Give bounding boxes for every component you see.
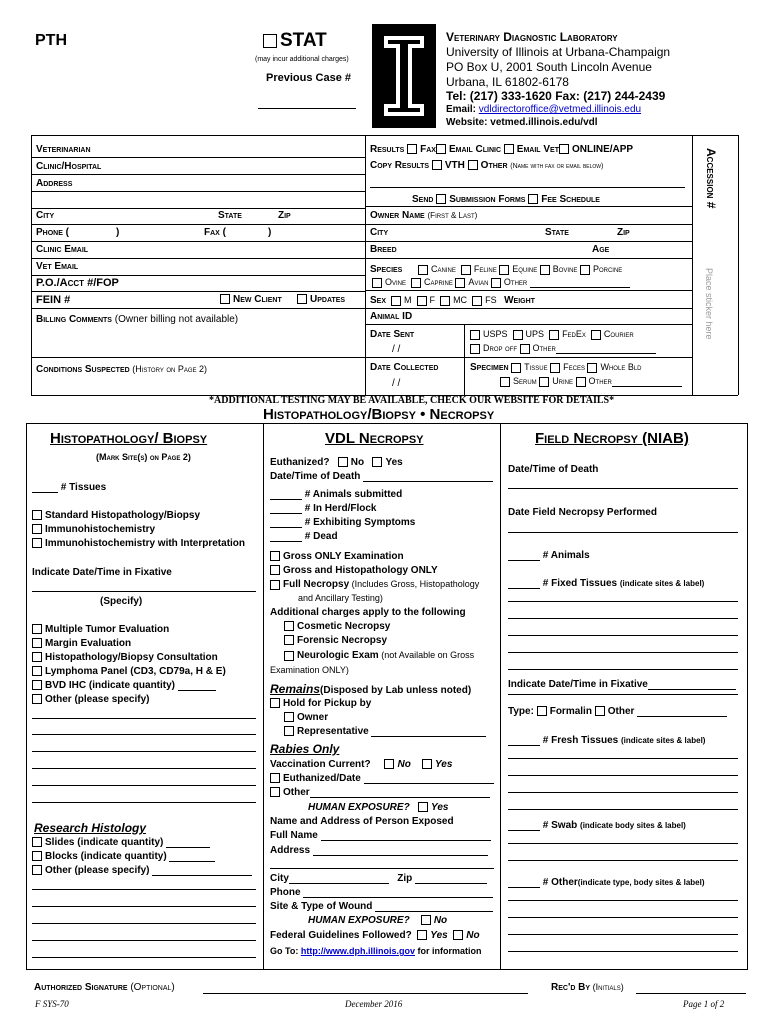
margin-eval-checkbox[interactable]: Margin Evaluation xyxy=(32,638,131,649)
clinic-label: Clinic/Hospital xyxy=(36,161,102,172)
sex-m-checkbox[interactable] xyxy=(391,296,401,306)
slides-checkbox[interactable]: Slides (indicate quantity) xyxy=(32,837,210,848)
federal-row: Federal Guidelines Followed? Yes No xyxy=(270,930,480,941)
swab-field[interactable]: # Swab (indicate body sites & label) xyxy=(508,820,686,831)
date-sent-slashes: / / xyxy=(392,344,401,355)
sex-row: Sex M F MC FS Weight xyxy=(370,295,535,306)
col1-fixative-label: Indicate Date/Time in Fixative xyxy=(32,567,172,578)
breed-label: Breed xyxy=(370,244,397,255)
animals-submitted-field[interactable]: # Animals submitted xyxy=(270,489,402,500)
veterinarian-label: Veterinarian xyxy=(36,144,91,155)
species-other-checkbox[interactable] xyxy=(491,278,501,288)
research-histology-title: Research Histology xyxy=(34,821,147,835)
ship-row-1: USPS UPS FedEx Courier xyxy=(470,329,634,340)
full-necropsy-checkbox[interactable]: Full Necropsy (Includes Gross, Histopathology xyxy=(270,579,479,590)
dead-field[interactable]: # Dead xyxy=(270,531,338,542)
equine-checkbox[interactable] xyxy=(499,265,509,275)
forensic-checkbox[interactable]: Forensic Necropsy xyxy=(284,635,387,646)
lab-name: Veterinary Diagnostic Laboratory xyxy=(446,30,618,44)
phone-fax: Tel: (217) 333-1620 Fax: (217) 244-2439 xyxy=(446,89,666,103)
results-row: Results Fax Email Clinic Email Vet ONLINE/APP xyxy=(370,144,634,155)
col3-animals-field[interactable]: # Animals xyxy=(508,550,590,561)
ihc-checkbox[interactable]: Immunohistochemistry xyxy=(32,524,155,535)
specimen-row-1: Specimen Tissue Feces Whole Bld xyxy=(470,362,642,373)
conditions-suspected: Conditions Suspected (History on Page 2) xyxy=(36,364,207,375)
federal-yes-checkbox[interactable] xyxy=(417,930,427,940)
results-online-checkbox[interactable] xyxy=(559,144,569,154)
euth-date-checkbox[interactable]: Euthanized/Date xyxy=(270,773,494,784)
hold-pickup-checkbox[interactable]: Hold for Pickup by xyxy=(270,698,371,709)
form-date: December 2016 xyxy=(345,999,403,1009)
date-field-necropsy: Date Field Necropsy Performed xyxy=(508,507,657,518)
vacc-yes-checkbox[interactable] xyxy=(422,759,432,769)
copy-results-row: Copy Results VTH Other (Name with fax or email below) xyxy=(370,160,604,171)
sticker-placeholder: Place sticker here xyxy=(704,268,714,340)
col3-date-death: Date/Time of Death xyxy=(508,464,599,475)
porcine-checkbox[interactable] xyxy=(580,265,590,275)
full-name-field[interactable]: Full Name xyxy=(270,830,491,841)
university: University of Illinois at Urbana-Champaign xyxy=(446,45,671,59)
col3-fixative-field[interactable]: Indicate Date/Time in Fixative xyxy=(508,679,736,690)
owner-name-label: Owner Name (First & Last) xyxy=(370,210,478,221)
phone-label: Phone ( xyxy=(36,227,70,238)
representative-checkbox[interactable]: Representative xyxy=(284,726,486,737)
phone-paren: ) xyxy=(116,227,120,238)
courier-checkbox[interactable] xyxy=(591,330,601,340)
euth-yes-checkbox[interactable] xyxy=(372,457,382,467)
specify-label: (Specify) xyxy=(100,596,143,607)
billing-comments: Billing Comments (Owner billing not available) xyxy=(36,314,239,325)
wound-field[interactable]: Site & Type of Wound xyxy=(270,901,493,912)
histopathology-title: Histopathology/ Biopsy xyxy=(50,430,208,447)
col2-date-death: Date/Time of Death xyxy=(270,471,493,482)
email-link[interactable]: vdldirectoroffice@vetmed.illinois.edu xyxy=(478,104,642,115)
owner-city-label: City xyxy=(370,227,389,238)
ship-other-checkbox[interactable] xyxy=(520,344,530,354)
state-label: State xyxy=(218,210,242,221)
stat-note: (may incur additional charges) xyxy=(255,56,349,63)
section-title: Histopathology/Biopsy • Necropsy xyxy=(263,406,495,423)
accession-label: Accession # xyxy=(704,148,718,209)
remains-row: Remains(Disposed by Lab unless noted) xyxy=(270,682,472,696)
owner-zip-label: Zip xyxy=(617,227,630,238)
feces-checkbox[interactable] xyxy=(550,363,560,373)
submission-forms-checkbox[interactable] xyxy=(436,194,446,204)
research-other-checkbox[interactable]: Other (please specify) xyxy=(32,865,252,876)
ihc-interp-checkbox[interactable]: Immunohistochemistry with Interpretation xyxy=(32,538,245,549)
email-line: Email: vdldirectoroffice@vetmed.illinois.edu xyxy=(446,104,642,115)
gross-only-checkbox[interactable]: Gross ONLY Examination xyxy=(270,551,404,562)
full-necropsy-note: and Ancillary Testing) xyxy=(298,593,383,603)
species-row-2: Ovine Caprine Avian Other xyxy=(372,277,630,288)
avian-checkbox[interactable] xyxy=(455,278,465,288)
results-email-clinic-checkbox[interactable] xyxy=(436,144,446,154)
field-necropsy-title: Field Necropsy (NIAB) xyxy=(535,430,689,447)
lymphoma-checkbox[interactable]: Lymphoma Panel (CD3, CD79a, H & E) xyxy=(32,666,226,677)
stat-checkbox[interactable]: STAT xyxy=(263,30,327,52)
neuro-note: Examination ONLY) xyxy=(270,665,349,675)
specimen-row-2: Serum Urine Other xyxy=(500,376,682,387)
owner-checkbox[interactable]: Owner xyxy=(284,712,328,723)
animal-id-label: Animal ID xyxy=(370,311,413,322)
city-label: City xyxy=(36,210,55,221)
po-label: P.O./Acct #/FOP xyxy=(36,277,119,289)
date-collected-slashes: / / xyxy=(392,378,401,389)
results-fax-checkbox[interactable] xyxy=(407,144,417,154)
other-tissue-field[interactable]: # Other(indicate type, body sites & label) xyxy=(508,877,705,888)
date-collected-label: Date Collected xyxy=(370,362,439,373)
euth-no-checkbox[interactable] xyxy=(338,457,348,467)
address-field[interactable]: Address xyxy=(270,845,488,856)
bvd-ihc-checkbox[interactable]: BVD IHC (indicate quantity) xyxy=(32,680,216,691)
copy-other-checkbox[interactable] xyxy=(468,160,478,170)
sex-mc-checkbox[interactable] xyxy=(440,296,450,306)
zip-label: Zip xyxy=(278,210,291,221)
new-client-checkbox[interactable]: New Client xyxy=(220,294,282,305)
fedex-checkbox[interactable] xyxy=(549,330,559,340)
drop-off-checkbox[interactable] xyxy=(470,344,480,354)
date-sent-label: Date Sent xyxy=(370,329,415,340)
fixative-type-row: Type: Formalin Other xyxy=(508,706,727,717)
vaccination-row: Vaccination Current? No Yes xyxy=(270,759,453,770)
form-code: PTH xyxy=(35,32,67,49)
illinois-logo-icon xyxy=(372,24,436,128)
urine-checkbox[interactable] xyxy=(539,377,549,387)
gross-histo-checkbox[interactable]: Gross and Histopathology ONLY xyxy=(270,565,438,576)
dph-link[interactable]: http://www.dph.illinois.gov xyxy=(300,946,415,956)
species-label: Species xyxy=(370,264,403,275)
usps-checkbox[interactable] xyxy=(470,330,480,340)
vacc-no-checkbox[interactable] xyxy=(384,759,394,769)
human-exposure-2: HUMAN EXPOSURE? No xyxy=(308,915,448,926)
species-row-1: Canine Feline Equine Bovine Porcine xyxy=(418,264,622,275)
ovine-checkbox[interactable] xyxy=(372,278,382,288)
rabies-phone-field[interactable]: Phone xyxy=(270,887,493,898)
sex-f-checkbox[interactable] xyxy=(417,296,427,306)
fixed-tissues-field[interactable]: # Fixed Tissues (indicate sites & label) xyxy=(508,578,704,589)
age-label: Age xyxy=(592,244,610,255)
tissue-checkbox[interactable] xyxy=(511,363,521,373)
fein-label: FEIN # xyxy=(36,294,71,306)
fax-label: Fax ( xyxy=(204,227,226,238)
page-number: Page 1 of 2 xyxy=(683,999,725,1009)
serum-checkbox[interactable] xyxy=(500,377,510,387)
fax-paren: ) xyxy=(268,227,272,238)
form-code-footer: F SYS-70 xyxy=(35,999,69,1009)
specimen-other-checkbox[interactable] xyxy=(576,377,586,387)
signature-label: Authorized Signature (Optional) xyxy=(34,982,175,993)
exposure-no-checkbox[interactable] xyxy=(421,915,431,925)
multiple-tumor-checkbox[interactable]: Multiple Tumor Evaluation xyxy=(32,624,169,635)
neuro-checkbox[interactable]: Neurologic Exam (not Available on Gross xyxy=(284,650,474,661)
tissues-field[interactable]: # Tissues xyxy=(32,482,106,493)
name-address-label: Name and Address of Person Exposed xyxy=(270,816,454,827)
rabies-other-checkbox[interactable]: Other xyxy=(270,787,490,798)
additional-charges: Additional charges apply to the following xyxy=(270,607,466,618)
stat-box[interactable] xyxy=(263,34,277,48)
goto-row: Go To: http://www.dph.illinois.gov for information xyxy=(270,946,482,956)
send-row: Send Submission Forms Fee Schedule xyxy=(412,194,600,205)
canine-checkbox[interactable] xyxy=(418,265,428,275)
euthanized-row: Euthanized? No Yes xyxy=(270,457,403,468)
address-line-2: Urbana, IL 61802-6178 xyxy=(446,75,569,89)
owner-state-label: State xyxy=(545,227,569,238)
ups-checkbox[interactable] xyxy=(513,330,523,340)
copy-vth-checkbox[interactable] xyxy=(432,160,442,170)
in-herd-field[interactable]: # In Herd/Flock xyxy=(270,503,376,514)
address-line-1: PO Box U, 2001 South Lincoln Avenue xyxy=(446,60,652,74)
website-line: Website: vetmed.illinois.edu/vdl xyxy=(446,117,598,128)
rabies-city-field[interactable]: City Zip xyxy=(270,873,487,884)
ship-row-2: Drop off Other xyxy=(470,343,656,354)
vet-email-label: Vet Email xyxy=(36,261,79,272)
results-email-vet-checkbox[interactable] xyxy=(504,144,514,154)
previous-case-label: Previous Case # xyxy=(266,72,351,84)
col1-other-checkbox[interactable]: Other (please specify) xyxy=(32,694,149,705)
additional-testing-notice: *ADDITIONAL TESTING MAY BE AVAILABLE, CHECK OUR WEBSITE FOR DETAILS* xyxy=(209,395,615,406)
type-other-checkbox[interactable] xyxy=(595,706,605,716)
blocks-checkbox[interactable]: Blocks (indicate quantity) xyxy=(32,851,215,862)
updates-checkbox[interactable]: Updates xyxy=(297,294,345,305)
clinic-email-label: Clinic Email xyxy=(36,244,89,255)
exhibiting-field[interactable]: # Exhibiting Symptoms xyxy=(270,517,415,528)
vdl-necropsy-title: VDL Necropsy xyxy=(325,430,424,447)
rabies-title: Rabies Only xyxy=(270,742,340,756)
recd-by-label: Rec'd By (Initials) xyxy=(551,982,624,993)
human-exposure-1: HUMAN EXPOSURE? Yes xyxy=(308,802,449,813)
mark-sites-note: (Mark Site(s) on Page 2) xyxy=(96,452,191,462)
exposure-yes-checkbox[interactable] xyxy=(418,802,428,812)
cosmetic-checkbox[interactable]: Cosmetic Necropsy xyxy=(284,621,390,632)
standard-histo-checkbox[interactable]: Standard Histopathology/Biopsy xyxy=(32,510,200,521)
fresh-tissues-field[interactable]: # Fresh Tissues (indicate sites & label) xyxy=(508,735,705,746)
sex-fs-checkbox[interactable] xyxy=(472,296,482,306)
fee-schedule-checkbox[interactable] xyxy=(528,194,538,204)
formalin-checkbox[interactable] xyxy=(537,706,547,716)
address-label: Address xyxy=(36,178,73,189)
bovine-checkbox[interactable] xyxy=(540,265,550,275)
consult-checkbox[interactable]: Histopathology/Biopsy Consultation xyxy=(32,652,218,663)
federal-no-checkbox[interactable] xyxy=(453,930,463,940)
whole-bld-checkbox[interactable] xyxy=(587,363,597,373)
feline-checkbox[interactable] xyxy=(461,265,471,275)
caprine-checkbox[interactable] xyxy=(411,278,421,288)
